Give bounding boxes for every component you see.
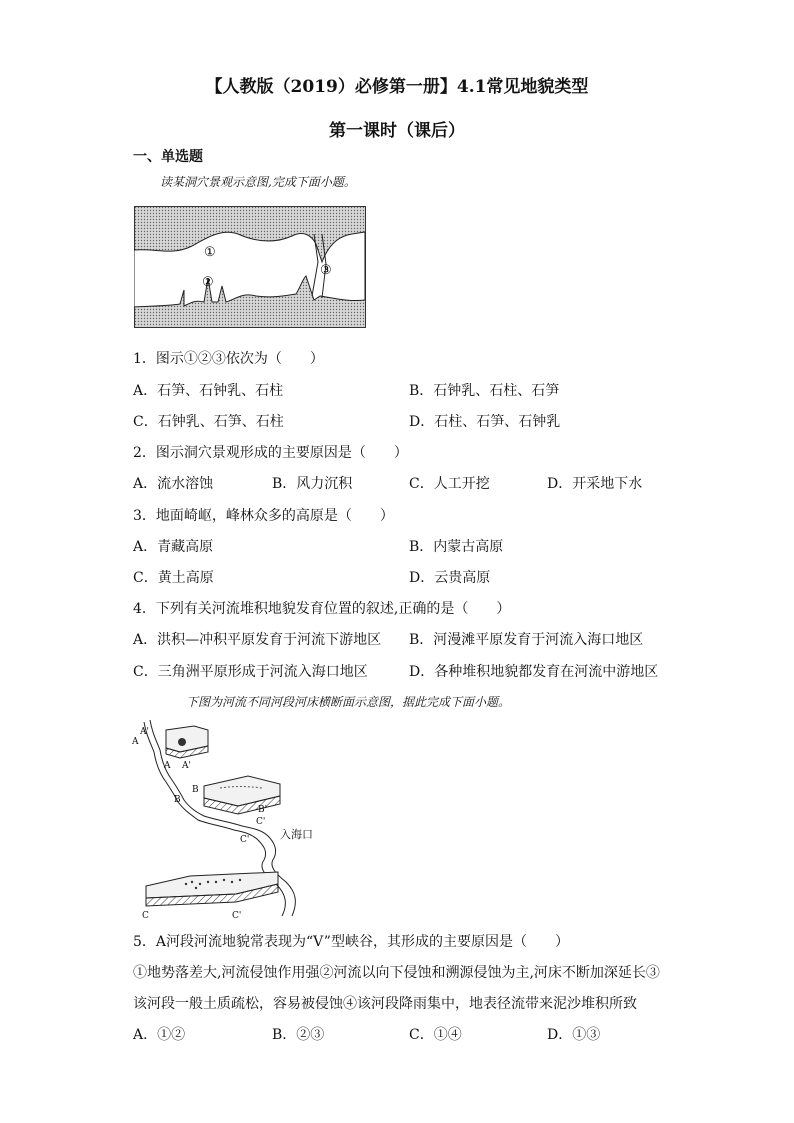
question-3-option-c[interactable]: C．黄土高原 [133, 570, 214, 586]
question-3-option-b[interactable]: B．内蒙古高原 [409, 539, 504, 555]
question-5-body-line-1: ①地势落差大,河流侵蚀作用强②河流以向下侵蚀和溯源侵蚀为主,河床不断加深延长③ [133, 965, 660, 981]
material-intro-2: 下图为河流不同河段河床横断面示意图，据此完成下面小题。 [186, 695, 511, 709]
cave-label-2: ② [202, 275, 214, 290]
river-label-a-prime-bottom: A' [182, 761, 191, 771]
question-1-option-a[interactable]: A．石笋、石钟乳、石柱 [133, 383, 284, 399]
cave-diagram [134, 206, 366, 328]
river-diagram [130, 716, 330, 920]
question-1-stem: 1．图示①②③依次为（ ） [133, 351, 324, 367]
question-3-stem: 3．地面崎岖，峰林众多的高原是（ ） [133, 508, 394, 524]
question-3-option-d[interactable]: D．云贵高原 [409, 570, 491, 586]
question-1-option-d[interactable]: D．石柱、石笋、石钟乳 [409, 414, 561, 430]
question-4-option-c[interactable]: C．三角洲平原形成于河流入海口地区 [133, 664, 368, 680]
question-2-option-b[interactable]: B．风力沉积 [272, 476, 353, 492]
section-heading: 一、单选题 [133, 149, 203, 165]
question-2-option-c[interactable]: C．人工开挖 [409, 476, 490, 492]
question-5-option-a[interactable]: A．①② [133, 1027, 186, 1043]
question-5-option-c[interactable]: C．①④ [409, 1027, 462, 1043]
river-label-b: B [174, 795, 181, 805]
question-2-option-a[interactable]: A．流水溶蚀 [133, 476, 214, 492]
cave-label-1: ① [204, 245, 216, 260]
question-1-option-b[interactable]: B．石钟乳、石柱、石笋 [409, 383, 560, 399]
question-5-body-line-2: 该河段一般土质疏松，容易被侵蚀④该河段降雨集中，地表径流带来泥沙堆积所致 [133, 996, 637, 1012]
document-subtitle: 第一课时（课后） [329, 121, 465, 141]
question-4-stem: 4．下列有关河流堆积地貌发育位置的叙述,正确的是（ ） [133, 601, 511, 617]
question-5-option-d[interactable]: D．①③ [547, 1027, 601, 1043]
question-2-stem: 2．图示洞穴景观形成的主要原因是（ ） [133, 445, 408, 461]
river-label-c-prime: C' [232, 911, 242, 920]
cave-label-3: ③ [320, 263, 332, 278]
river-label-a-bottom: A [164, 761, 171, 771]
river-label-b-top: B [192, 785, 199, 795]
question-5-option-b[interactable]: B．②③ [272, 1027, 325, 1043]
document-title: 【人教版（2019）必修第一册】4.1常见地貌类型 [205, 77, 589, 97]
river-label-c-prime-mid: C' [240, 835, 250, 845]
question-5-stem: 5．A河段河流地貌常表现为“V”型峡谷，其形成的主要原因是（ ） [133, 934, 569, 950]
question-4-option-a[interactable]: A．洪积—冲积平原发育于河流下游地区 [133, 632, 382, 648]
question-3-option-a[interactable]: A．青藏高原 [133, 539, 214, 555]
sea-mouth-label: 入海口 [280, 828, 313, 841]
river-label-c-prime-upper: C' [256, 817, 266, 827]
river-label-a-prime: A' [140, 727, 149, 737]
river-label-b-prime: B' [258, 805, 268, 815]
river-label-a: A [132, 737, 139, 747]
question-4-option-d[interactable]: D．各种堆积地貌都发育在河流中游地区 [409, 664, 659, 680]
material-intro-1: 读某洞穴景观示意图,完成下面小题。 [160, 175, 356, 189]
question-1-option-c[interactable]: C．石钟乳、石笋、石柱 [133, 414, 284, 430]
question-2-option-d[interactable]: D．开采地下水 [547, 476, 643, 492]
question-4-option-b[interactable]: B．河漫滩平原发育于河流入海口地区 [409, 632, 644, 648]
river-label-c: C [142, 911, 149, 920]
